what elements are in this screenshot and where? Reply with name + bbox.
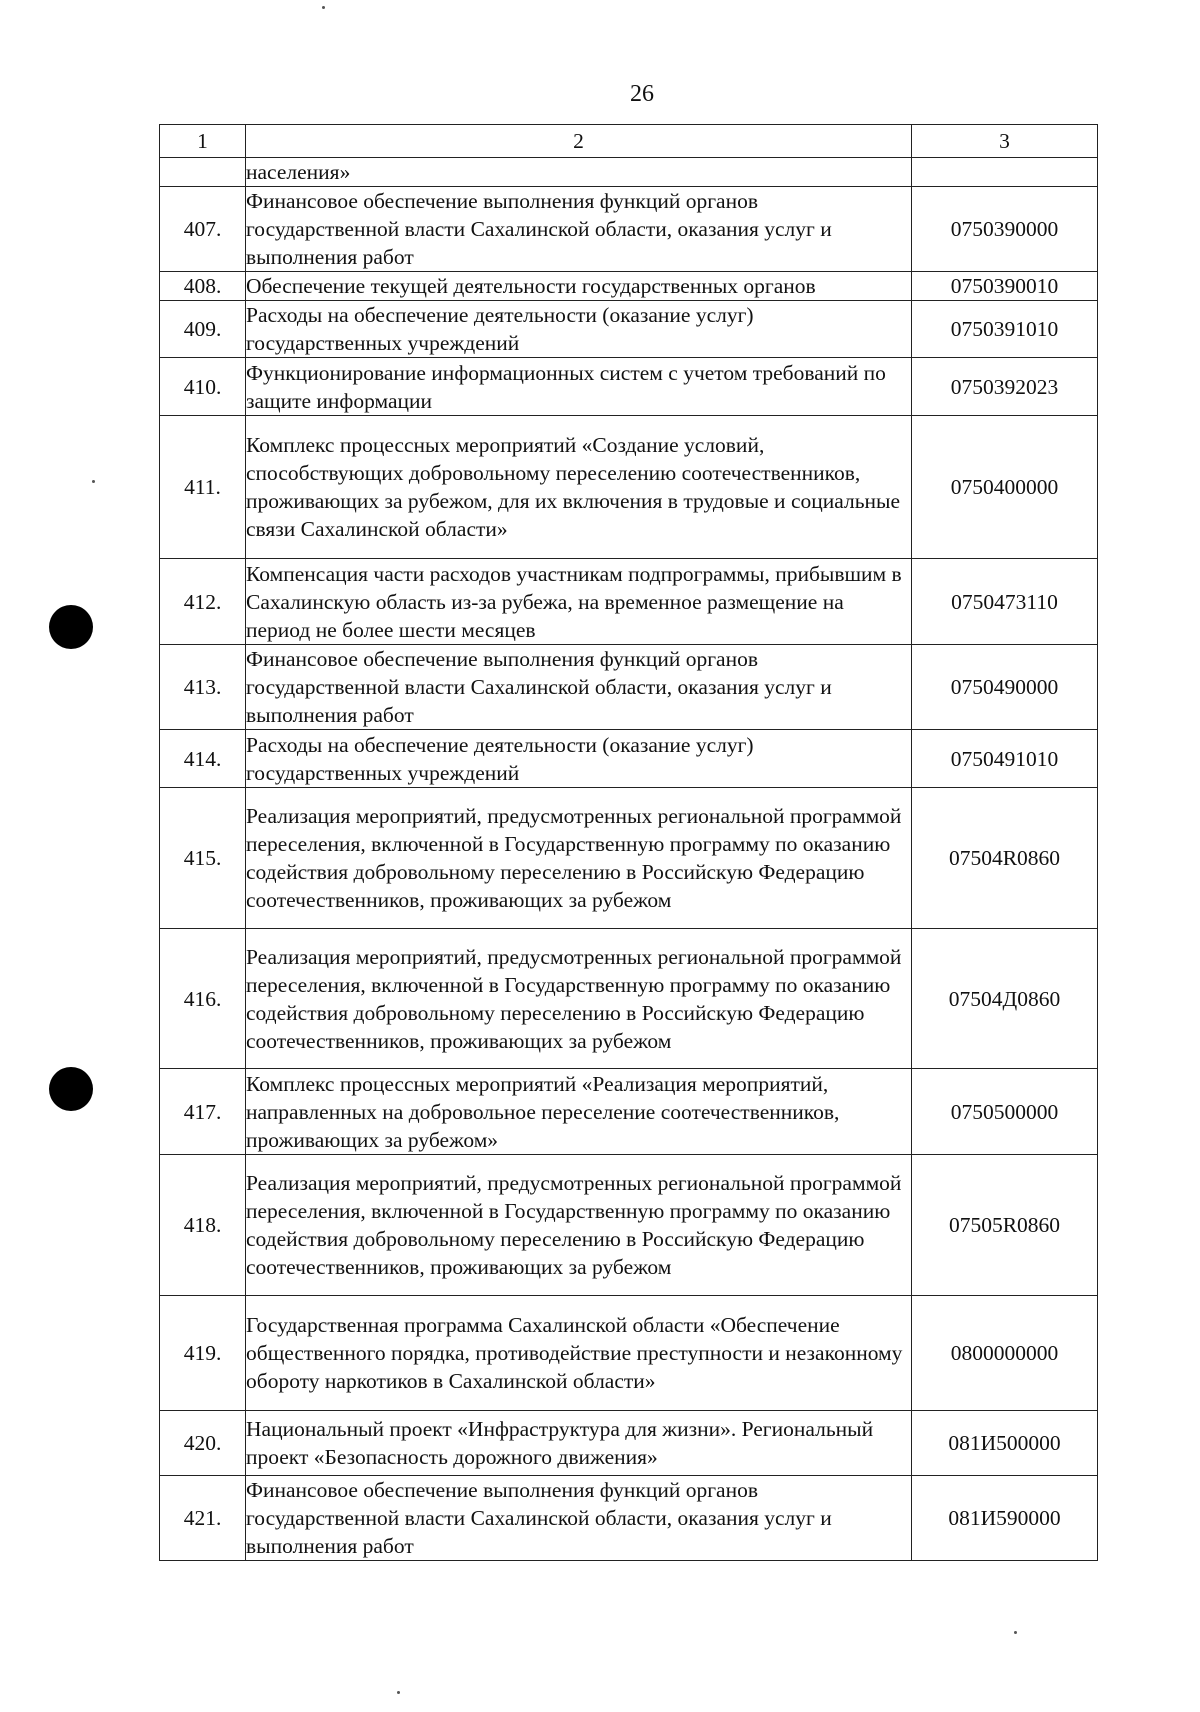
table-row — [160, 559, 1098, 645]
row-number: 408. — [160, 272, 246, 301]
row-code: 0800000000 — [912, 1296, 1098, 1411]
table-row — [160, 1155, 1098, 1296]
row-number: 421. — [160, 1476, 246, 1561]
row-name: Функционирование информационных систем с учетом требований по защите информации — [246, 358, 912, 416]
table-row — [160, 358, 1098, 416]
row-name: Финансовое обеспечение выполнения функций органов государственной власти Сахалинской области, оказания услуг и выполнения работ — [246, 1476, 912, 1561]
table-row — [160, 301, 1098, 358]
table-row — [160, 1411, 1098, 1476]
row-name: Комплекс процессных мероприятий «Создание условий, способствующих добровольному переселению соотечественников, проживающих за рубежом, для их включения в трудовые и социальные связи Сахалинской области» — [246, 416, 912, 559]
row-name: Государственная программа Сахалинской области «Обеспечение общественного порядка, противодействие преступности и незаконному обороту наркотиков в Сахалинской области» — [246, 1296, 912, 1411]
page-number: 26 — [630, 81, 654, 107]
row-code: 07505R0860 — [912, 1155, 1098, 1296]
row-number: 418. — [160, 1155, 246, 1296]
row-code: 0750490000 — [912, 645, 1098, 730]
row-code: 07504Д0860 — [912, 929, 1098, 1069]
row-number: 415. — [160, 788, 246, 929]
table-row — [160, 187, 1098, 272]
scan-speck — [397, 1691, 400, 1694]
row-name: Финансовое обеспечение выполнения функций органов государственной власти Сахалинской области, оказания услуг и выполнения работ — [246, 187, 912, 272]
row-code: 0750391010 — [912, 301, 1098, 358]
row-name: Комплекс процессных мероприятий «Реализация мероприятий, направленных на добровольное переселение соотечественников, проживающих за рубежом» — [246, 1069, 912, 1155]
row-name: населения» — [246, 158, 912, 187]
table-row — [160, 645, 1098, 730]
row-number: 419. — [160, 1296, 246, 1411]
scan-speck — [92, 480, 95, 483]
header-col-2: 2 — [246, 125, 912, 158]
header-col-3: 3 — [912, 125, 1098, 158]
row-name: Компенсация части расходов участникам подпрограммы, прибывшим в Сахалинскую область из-за рубежа, на временное размещение на период не более шести месяцев — [246, 559, 912, 645]
scan-speck — [1014, 1631, 1017, 1634]
row-name: Реализация мероприятий, предусмотренных региональной программой переселения, включенной в Государственную программу по оказанию содействия добровольному переселению в Российскую Федерацию соотечественников, проживающих за рубежом — [246, 1155, 912, 1296]
row-code: 0750390000 — [912, 187, 1098, 272]
row-number: 410. — [160, 358, 246, 416]
row-name: Расходы на обеспечение деятельности (оказание услуг) государственных учреждений — [246, 301, 912, 358]
row-number: 417. — [160, 1069, 246, 1155]
row-name: Расходы на обеспечение деятельности (оказание услуг) государственных учреждений — [246, 730, 912, 788]
row-code: 081И500000 — [912, 1411, 1098, 1476]
row-number: 412. — [160, 559, 246, 645]
row-code: 07504R0860 — [912, 788, 1098, 929]
table-row — [160, 1069, 1098, 1155]
table-row — [160, 1296, 1098, 1411]
table-row — [160, 158, 1098, 187]
table-row — [160, 788, 1098, 929]
binder-hole-2 — [49, 1067, 93, 1111]
row-name: Национальный проект «Инфраструктура для жизни». Региональный проект «Безопасность дорожного движения» — [246, 1411, 912, 1476]
row-code: 081И590000 — [912, 1476, 1098, 1561]
scan-speck — [322, 6, 325, 9]
header-col-1: 1 — [160, 125, 246, 158]
row-number: 409. — [160, 301, 246, 358]
row-name: Обеспечение текущей деятельности государственных органов — [246, 272, 912, 301]
row-name: Реализация мероприятий, предусмотренных региональной программой переселения, включенной в Государственную программу по оказанию содействия добровольному переселению в Российскую Федерацию соотечественников, проживающих за рубежом — [246, 788, 912, 929]
row-number: 416. — [160, 929, 246, 1069]
row-number: 420. — [160, 1411, 246, 1476]
table-row — [160, 416, 1098, 559]
row-code: 0750473110 — [912, 559, 1098, 645]
row-number: 413. — [160, 645, 246, 730]
row-number: 411. — [160, 416, 246, 559]
table-row — [160, 272, 1098, 301]
row-number — [160, 158, 246, 187]
row-number: 407. — [160, 187, 246, 272]
table-row — [160, 1476, 1098, 1561]
row-name: Реализация мероприятий, предусмотренных региональной программой переселения, включенной в Государственную программу по оказанию содействия добровольному переселению в Российскую Федерацию соотечественников, проживающих за рубежом — [246, 929, 912, 1069]
row-code: 0750500000 — [912, 1069, 1098, 1155]
binder-hole-1 — [49, 605, 93, 649]
table-row — [160, 929, 1098, 1069]
row-code: 0750491010 — [912, 730, 1098, 788]
row-code — [912, 158, 1098, 187]
row-name: Финансовое обеспечение выполнения функций органов государственной власти Сахалинской области, оказания услуг и выполнения работ — [246, 645, 912, 730]
budget-classification-table — [159, 124, 1098, 1561]
table-header-row — [160, 125, 1098, 158]
table-row — [160, 730, 1098, 788]
row-code: 0750400000 — [912, 416, 1098, 559]
row-number: 414. — [160, 730, 246, 788]
row-code: 0750392023 — [912, 358, 1098, 416]
row-code: 0750390010 — [912, 272, 1098, 301]
